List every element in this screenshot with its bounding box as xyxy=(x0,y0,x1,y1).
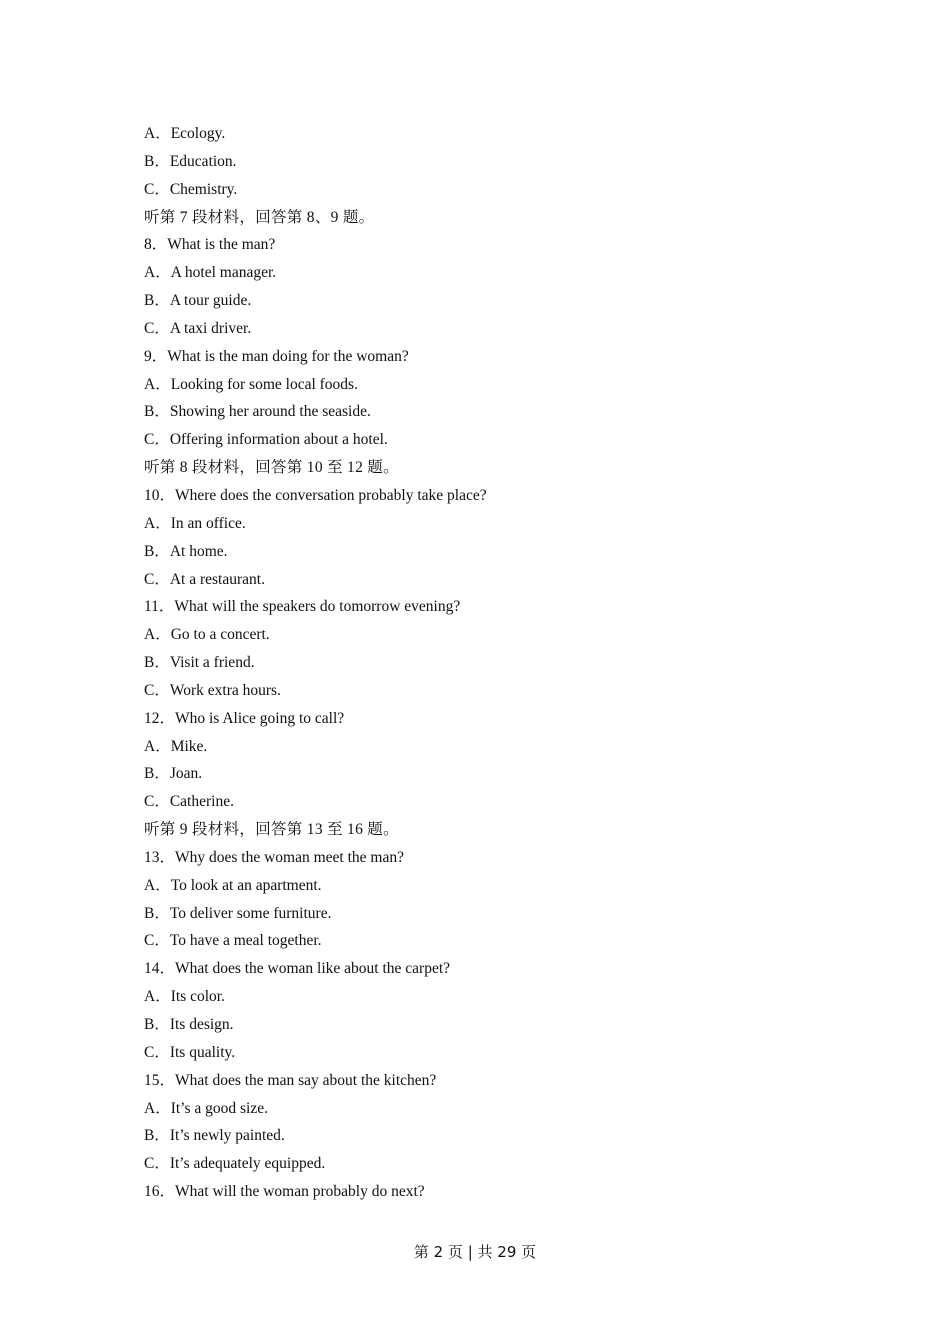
question-text: 13．Why does the woman meet the man? xyxy=(144,848,404,866)
question-text: 10．Where does the conversation probably take place? xyxy=(144,486,487,504)
question-text: 15．What does the man say about the kitchen? xyxy=(144,1071,437,1089)
section-instruction: 听第 7 段材料，回答第 8、9 题。 xyxy=(144,208,375,226)
answer-option: A．Mike. xyxy=(144,737,208,755)
answer-option: B．It’s newly painted. xyxy=(144,1127,285,1145)
question-text: 12．Who is Alice going to call? xyxy=(144,709,345,727)
answer-option: C．To have a meal together. xyxy=(144,932,322,950)
page-footer: 第 2 页 | 共 29 页 xyxy=(413,1243,537,1261)
answer-option: A．Looking for some local foods. xyxy=(144,375,358,393)
question-text: 9．What is the man doing for the woman? xyxy=(144,347,409,365)
answer-option: C．A taxi driver. xyxy=(144,319,252,337)
answer-option: A．A hotel manager. xyxy=(144,264,277,282)
answer-option: C．Its quality. xyxy=(144,1043,236,1061)
answer-option: B．A tour guide. xyxy=(144,292,252,310)
question-text: 11．What will the speakers do tomorrow evening? xyxy=(144,598,461,616)
answer-option: C．At a restaurant. xyxy=(144,570,265,588)
section-instruction: 听第 8 段材料，回答第 10 至 12 题。 xyxy=(144,459,399,477)
answer-option: B．Showing her around the seaside. xyxy=(144,403,371,421)
question-text: 14．What does the woman like about the carpet? xyxy=(144,960,451,978)
exam-content xyxy=(144,120,844,1206)
question-text: 16．What will the woman probably do next? xyxy=(144,1183,425,1201)
section-instruction: 听第 9 段材料，回答第 13 至 16 题。 xyxy=(144,821,399,839)
answer-option: A．Its color. xyxy=(144,988,225,1006)
answer-option: C．Catherine. xyxy=(144,793,234,811)
answer-option: C．Chemistry. xyxy=(144,180,238,198)
question-text: 8．What is the man? xyxy=(144,236,276,254)
answer-option: B．Joan. xyxy=(144,765,203,783)
answer-option: A．Go to a concert. xyxy=(144,626,270,644)
answer-option: B．At home. xyxy=(144,542,228,560)
answer-option: B．Education. xyxy=(144,152,237,170)
answer-option: B．Its design. xyxy=(144,1016,234,1033)
answer-option: A．It’s a good size. xyxy=(144,1099,268,1117)
answer-option: B．To deliver some furniture. xyxy=(144,904,332,922)
answer-option: A．In an office. xyxy=(144,514,246,532)
answer-option: A．To look at an apartment. xyxy=(144,876,322,894)
answer-option: C．It’s adequately equipped. xyxy=(144,1155,326,1173)
answer-option: C．Work extra hours. xyxy=(144,681,281,699)
answer-option: B．Visit a friend. xyxy=(144,654,255,672)
answer-option: A．Ecology. xyxy=(144,125,226,142)
answer-option: C．Offering information about a hotel. xyxy=(144,431,388,449)
